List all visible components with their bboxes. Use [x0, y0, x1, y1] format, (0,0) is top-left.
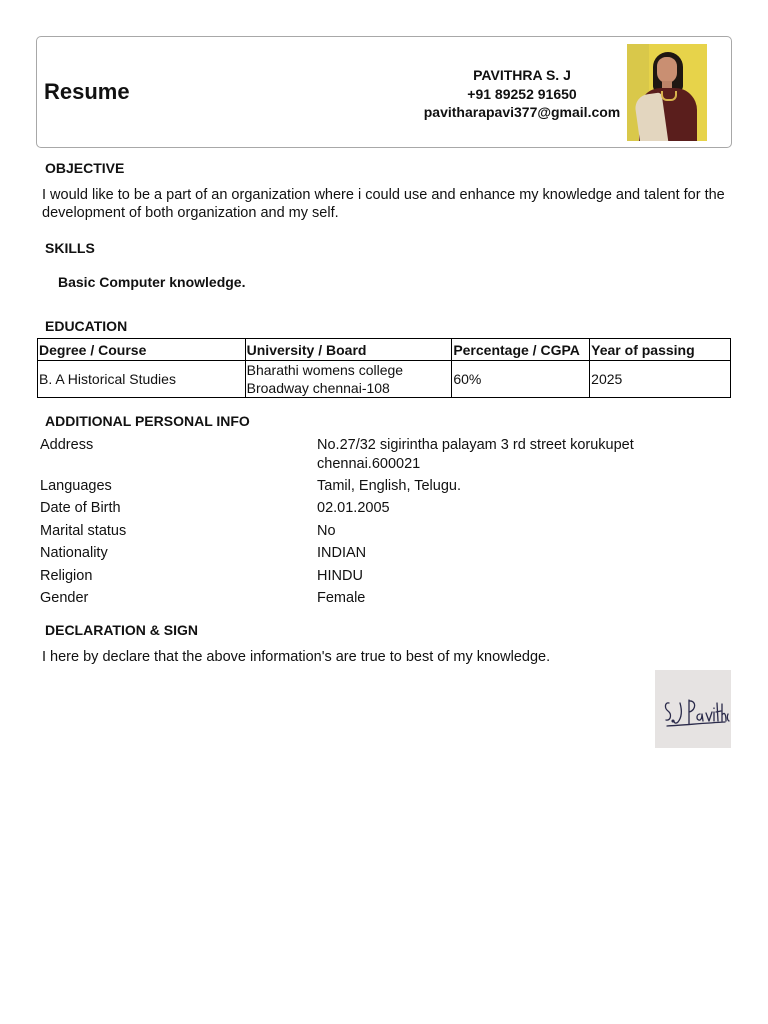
- info-value: No: [317, 523, 336, 539]
- info-value: Tamil, English, Telugu.: [317, 478, 462, 494]
- degree-cell: B. A Historical Studies: [38, 361, 246, 398]
- info-label: Marital status: [40, 523, 127, 539]
- address-line: chennai.600021: [317, 455, 421, 472]
- percentage-cell: 60%: [452, 361, 590, 398]
- university-cell: [245, 361, 452, 398]
- year-cell: 2025: [590, 361, 731, 398]
- candidate-name: PAVITHRA S. J: [473, 67, 571, 83]
- skills-heading: SKILLS: [45, 240, 95, 256]
- info-value: INDIAN: [317, 545, 367, 561]
- info-label: Date of Birth: [40, 500, 121, 516]
- table-header-row: [38, 339, 731, 361]
- skill-item: Basic Computer knowledge.: [58, 274, 246, 290]
- column-header: Degree / Course: [38, 339, 246, 361]
- education-heading: EDUCATION: [45, 318, 128, 334]
- profile-photo: [627, 44, 707, 141]
- objective-text: I would like to be a part of an organization where i could use and enhance my knowledge and talent for the development of both organization and my self.: [42, 187, 725, 221]
- info-label: Nationality: [40, 545, 108, 561]
- objective-heading: OBJECTIVE: [45, 160, 125, 176]
- table-row: [38, 361, 731, 398]
- column-header: Year of passing: [590, 339, 731, 361]
- page-title: Resume: [44, 79, 130, 104]
- declaration-heading: DECLARATION & SIGN: [45, 622, 198, 638]
- info-value: Female: [317, 590, 366, 606]
- info-value: 02.01.2005: [317, 500, 390, 516]
- signature-image: [655, 670, 731, 748]
- info-label: Religion: [40, 568, 93, 584]
- info-label: Languages: [40, 478, 112, 494]
- info-value: HINDU: [317, 568, 363, 584]
- university-line: Bharathi womens college: [246, 362, 404, 378]
- email-address: pavitharapavi377@gmail.com: [423, 104, 621, 120]
- info-label: Gender: [40, 590, 89, 606]
- column-header: University / Board: [245, 339, 452, 361]
- signature-scribble: [655, 670, 731, 748]
- info-value: [317, 436, 717, 473]
- address-line: No.27/32 sigirintha palayam 3 rd street korukupet: [317, 437, 634, 453]
- resume-header: [36, 36, 732, 148]
- contact-block: [415, 66, 629, 122]
- education-table: [37, 338, 731, 398]
- declaration-text: I here by declare that the above information's are true to best of my knowledge.: [42, 649, 551, 665]
- phone-number: +91 89252 91650: [467, 85, 577, 102]
- personal-info-heading: ADDITIONAL PERSONAL INFO: [45, 413, 250, 429]
- info-label: Address: [40, 437, 94, 453]
- column-header: Percentage / CGPA: [452, 339, 590, 361]
- university-line: Broadway chennai-108: [246, 380, 390, 396]
